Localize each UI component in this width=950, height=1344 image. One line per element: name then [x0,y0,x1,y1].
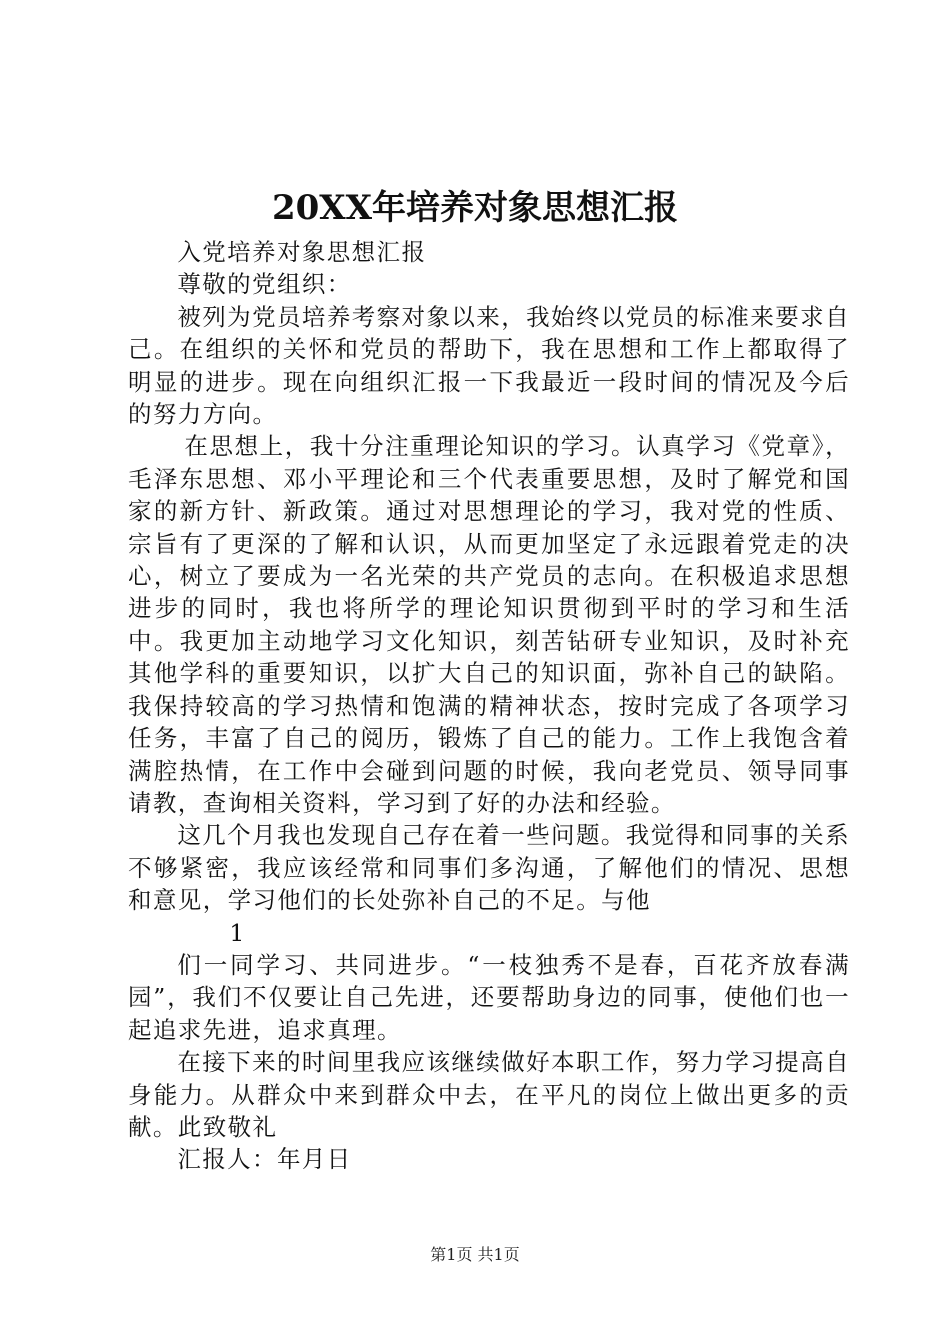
page-footer: 第1页 共1页 [430,1245,520,1264]
paragraph-together: 们一同学习、共同进步。“一枝独秀不是春，百花齐放春满园”，我们不仅要让自己先进，还要帮助身边的同事，使他们也一起追求先进，追求真理。 [128,950,850,1044]
document-title: 20XX年培养对象思想汇报 [271,188,679,228]
signature-line: 汇报人：年月日 [177,1145,352,1174]
subtitle-line: 入党培养对象思想汇报 [177,238,427,266]
salutation: 尊敬的党组织： [177,270,352,299]
paragraph-future: 在接下来的时间里我应该继续做好本职工作，努力学习提高自身能力。从群众中来到群众中去，在平凡的岗位上做出更多的贡献。此致敬礼 [128,1048,850,1141]
paragraph-intro: 被列为党员培养考察对象以来，我始终以党员的标准来要求自己。在组织的关怀和党员的帮助下，我在思想和工作上都取得了明显的进步。现在向组织汇报一下我最近一段时间的情况及今后的努力方向。 [128,302,850,429]
paragraph-problems: 这几个月我也发现自己存在着一些问题。我觉得和同事的关系不够紧密，我应该经常和同事们多沟通，了解他们的情况、思想和意见，学习他们的长处弥补自己的不足。与他 [128,821,850,915]
paragraph-thought: 在思想上，我十分注重理论知识的学习。认真学习《党章》，毛泽东思想、邓小平理论和三个代表重要思想，及时了解党和国家的新方针、新政策。通过对思想理论的学习，我对党的性质、宗旨有了更深的了解和认识，从而更加坚定了永远跟着党走的决心，树立了要成为一名光荣的共产党员的志向。在积极追求思想进步的同时，我也将所学的理论知识贯彻到平时的学习和生活中。我更加主动地学习文化知识，刻苦钻研专业知识，及时补充其他学科的重要知识，以扩大自己的知识面，弥补自己的缺陷。我保持较高的学习热情和饱满的精神状态，按时完成了各项学习任务，丰富了自己的阅历，锻炼了自己的能力。工作上我饱含着满腔热情，在工作中会碰到问题的时候，我向老党员、领导同事请教，查询相关资料，学习到了好的办法和经验。 [128,432,850,817]
document-body [128,236,850,1176]
inner-page-number: 1 [229,918,246,947]
